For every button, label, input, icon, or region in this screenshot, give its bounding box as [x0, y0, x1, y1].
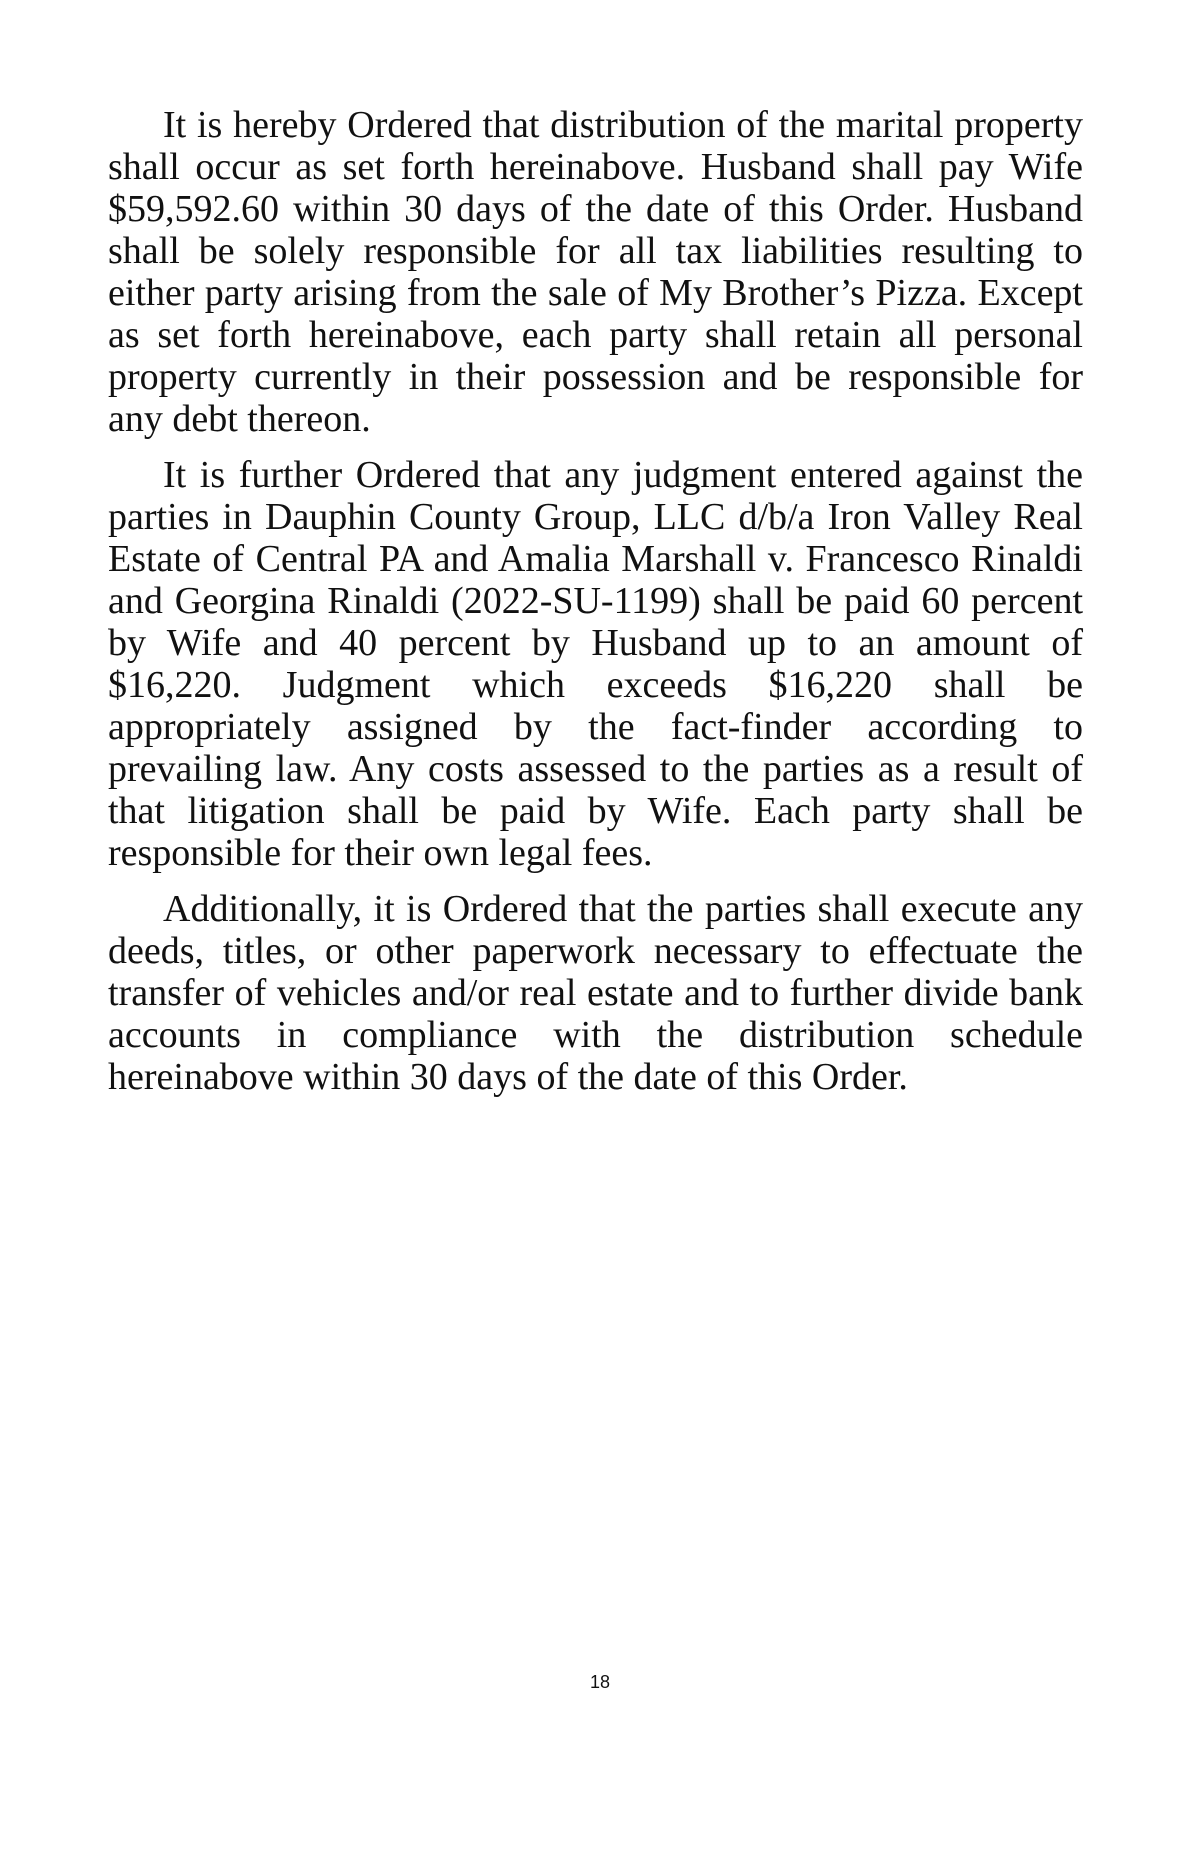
paragraph-execute-paperwork: Additionally, it is Ordered that the parties shall execute any deeds, titles, or other paperwork necessary to effectuate the transfer of vehicles and/or real estate and to further divide bank accounts in compliance with the distribution schedule hereinabove within 30 days of the date of this Order. [108, 888, 1083, 1098]
paragraph-property-distribution: It is hereby Ordered that distribution of the marital property shall occur as set forth hereinabove. Husband shall pay Wife $59,592.60 within 30 days of the date of this Order. Husband shall be solely responsible for all tax liabilities resulting to either party arising from the sale of My Brother’s Pizza. Except as set forth hereinabove, each party shall retain all personal property currently in their possession and be responsible for any debt thereon. [108, 104, 1083, 440]
paragraph-judgment-allocation: It is further Ordered that any judgment entered against the parties in Dauphin County Group, LLC d/b/a Iron Valley Real Estate of Central PA and Amalia Marshall v. Francesco Rinaldi and Georgina Rinaldi (2022-SU-1199) shall be paid 60 percent by Wife and 40 percent by Husband up to an amount of $16,220. Judgment which exceeds $16,220 shall be appropriately assigned by the fact-finder according to prevailing law. Any costs assessed to the parties as a result of that litigation shall be paid by Wife. Each party shall be responsible for their own legal fees. [108, 454, 1083, 874]
order-body [108, 104, 1083, 1112]
page-number: 18 [589, 1672, 611, 1692]
